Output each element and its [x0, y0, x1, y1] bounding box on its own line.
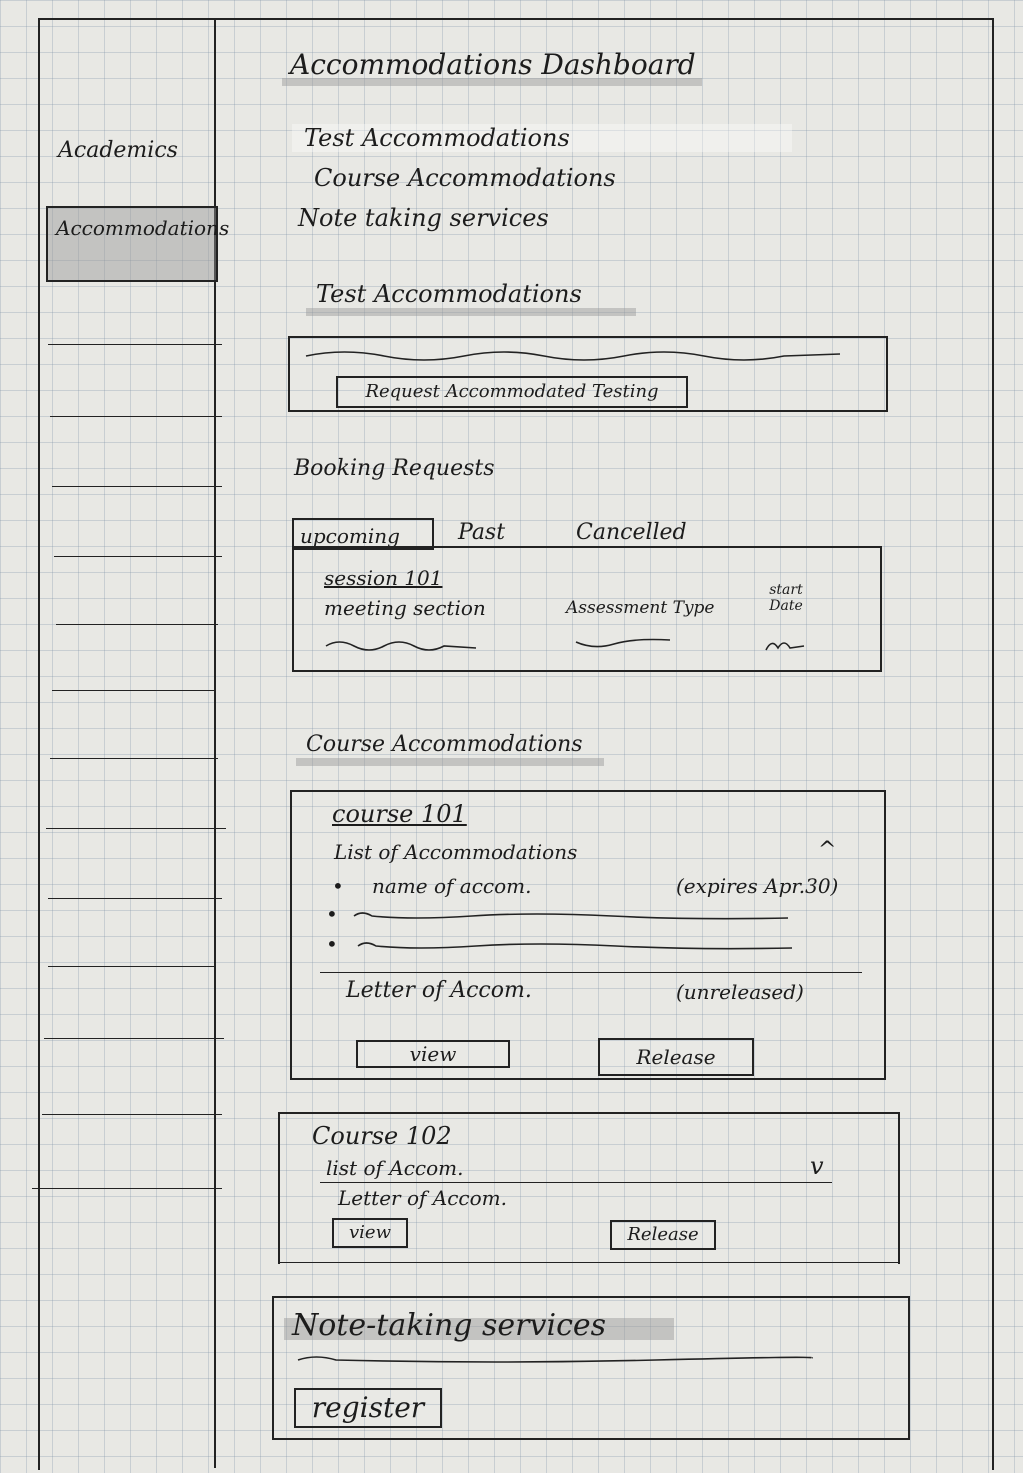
- bullet: •: [332, 874, 344, 898]
- placeholder-text-line: [296, 1352, 816, 1366]
- note-taking-card: [272, 1296, 910, 1440]
- placeholder-accommodation: [352, 908, 792, 924]
- course-title: Course 102: [312, 1122, 452, 1150]
- placeholder-text-line: [304, 346, 844, 362]
- sidebar-divider: [44, 1038, 224, 1039]
- chevron-down-icon[interactable]: v: [810, 1152, 824, 1180]
- sidebar-divider: [50, 758, 218, 759]
- sidebar-divider: [48, 898, 222, 899]
- sidebar-divider: [46, 828, 226, 829]
- session-title[interactable]: session 101: [324, 566, 443, 590]
- letter-status: (unreleased): [676, 980, 804, 1004]
- placeholder-accommodation: [356, 938, 796, 954]
- view-button[interactable]: view: [356, 1040, 510, 1068]
- section-highlight: [296, 758, 604, 766]
- column-assessment-type: Assessment Type: [566, 598, 715, 618]
- placeholder-meeting-section: [324, 636, 484, 654]
- sidebar-item-label: Accommodations: [56, 216, 230, 240]
- divider: [320, 972, 862, 973]
- chevron-up-icon[interactable]: ^: [818, 838, 837, 863]
- course-title: course 101: [332, 800, 467, 828]
- sidebar-item-academics[interactable]: Academics: [58, 138, 178, 163]
- test-accommodations-card: [288, 336, 888, 412]
- bullet: •: [326, 902, 338, 926]
- letter-of-accom-label: Letter of Accom.: [338, 1186, 507, 1210]
- note-taking-heading: Note-taking services: [292, 1308, 607, 1343]
- sidebar-divider: [42, 1114, 222, 1115]
- tab-past[interactable]: Past: [458, 520, 506, 545]
- sidebar-divider: [52, 486, 222, 487]
- divider: [280, 1262, 900, 1263]
- tab-upcoming[interactable]: upcoming: [292, 518, 434, 550]
- sidebar-divider: [32, 1188, 222, 1189]
- placeholder-start-date: [764, 636, 808, 654]
- link-course-accommodations[interactable]: Course Accommodations: [314, 164, 616, 192]
- column-start-date: start Date: [769, 582, 803, 614]
- section-highlight: [306, 308, 636, 316]
- placeholder-assessment-type: [574, 634, 674, 652]
- sidebar-divider: [48, 966, 216, 967]
- page-title: Accommodations Dashboard: [290, 48, 696, 81]
- sidebar-divider: [50, 416, 222, 417]
- sidebar-divider: [54, 556, 222, 557]
- booking-requests-heading: Booking Requests: [294, 456, 495, 481]
- link-test-accommodations[interactable]: Test Accommodations: [304, 124, 570, 152]
- divider: [320, 1182, 832, 1183]
- course-accommodations-heading: Course Accommodations: [306, 732, 583, 757]
- sidebar-divider: [52, 690, 214, 691]
- register-button[interactable]: register: [294, 1388, 442, 1428]
- course-101-card: [290, 790, 886, 1080]
- bullet: •: [326, 932, 338, 956]
- view-button[interactable]: view: [332, 1218, 408, 1248]
- request-accommodated-testing-button[interactable]: Request Accommodated Testing: [336, 376, 688, 408]
- sidebar: [38, 18, 230, 1468]
- release-button[interactable]: Release: [598, 1038, 754, 1076]
- accommodation-expiry: (expires Apr.30): [676, 874, 839, 898]
- letter-of-accom-label: Letter of Accom.: [346, 978, 532, 1003]
- course-102-card: [278, 1112, 900, 1264]
- list-of-accommodations-label: List of Accommodations: [334, 840, 578, 864]
- sidebar-item-accommodations[interactable]: [46, 206, 230, 282]
- booking-list: [292, 546, 882, 672]
- sidebar-divider: [56, 624, 218, 625]
- link-note-taking-services[interactable]: Note taking services: [298, 204, 549, 232]
- tab-cancelled[interactable]: Cancelled: [576, 520, 687, 545]
- test-accommodations-heading: Test Accommodations: [316, 280, 582, 308]
- release-button[interactable]: Release: [610, 1220, 716, 1250]
- sidebar-divider: [48, 344, 222, 345]
- list-of-accommodations-label: list of Accom.: [326, 1156, 464, 1180]
- accommodation-name: name of accom.: [372, 874, 532, 898]
- column-meeting-section: meeting section: [324, 596, 486, 620]
